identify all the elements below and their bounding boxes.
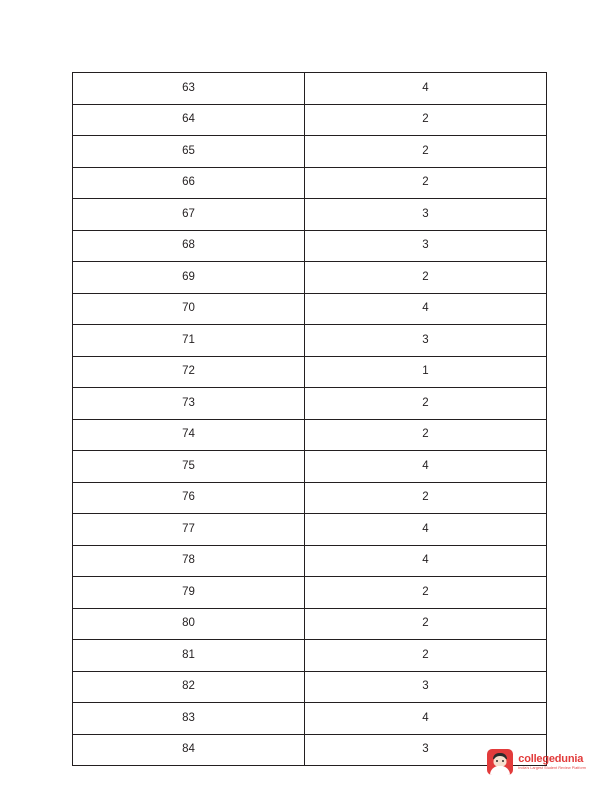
watermark-brand-name: collegedunia [518,752,584,765]
watermark-tagline: India's Largest Student Review Platform [518,765,586,770]
logo-body-shape [490,766,510,775]
question-number-cell: 76 [73,482,305,514]
table-row [73,451,547,483]
question-number-cell: 70 [73,293,305,325]
question-number-cell: 80 [73,608,305,640]
answer-cell: 3 [305,671,547,703]
answer-cell: 4 [305,545,547,577]
answer-cell: 4 [305,73,547,105]
question-number-cell: 79 [73,577,305,609]
answer-cell: 2 [305,262,547,294]
question-number-cell: 63 [73,73,305,105]
answer-cell: 4 [305,703,547,735]
answer-cell: 2 [305,577,547,609]
question-number-cell: 71 [73,325,305,357]
answer-cell: 1 [305,356,547,388]
question-number-cell: 64 [73,104,305,136]
answer-cell: 2 [305,419,547,451]
answer-cell: 3 [305,199,547,231]
table-row [73,734,547,766]
question-number-cell: 75 [73,451,305,483]
table-row [73,545,547,577]
table-row [73,104,547,136]
question-number-cell: 73 [73,388,305,420]
answer-cell: 2 [305,388,547,420]
answer-cell: 2 [305,104,547,136]
table-row [73,230,547,262]
table-row [73,73,547,105]
answer-cell: 3 [305,230,547,262]
table-row [73,167,547,199]
table-row [73,703,547,735]
answer-cell: 2 [305,640,547,672]
question-number-cell: 81 [73,640,305,672]
collegedunia-watermark [487,749,586,775]
table-row [73,293,547,325]
answer-key-table [72,72,547,766]
question-number-cell: 74 [73,419,305,451]
table-row [73,577,547,609]
table-row [73,199,547,231]
table-row [73,608,547,640]
question-number-cell: 66 [73,167,305,199]
table-row [73,356,547,388]
question-number-cell: 84 [73,734,305,766]
question-number-cell: 65 [73,136,305,168]
table-row [73,419,547,451]
table-row [73,262,547,294]
answer-cell: 4 [305,451,547,483]
watermark-text [518,754,586,771]
question-number-cell: 67 [73,199,305,231]
answer-cell: 2 [305,167,547,199]
table-row [73,514,547,546]
table-row [73,136,547,168]
answer-cell: 4 [305,293,547,325]
answer-cell: 2 [305,608,547,640]
question-number-cell: 78 [73,545,305,577]
answer-cell: 3 [305,734,547,766]
table-row [73,640,547,672]
question-number-cell: 72 [73,356,305,388]
answer-cell: 3 [305,325,547,357]
question-number-cell: 69 [73,262,305,294]
answer-cell: 2 [305,136,547,168]
table-row [73,325,547,357]
question-number-cell: 77 [73,514,305,546]
question-number-cell: 68 [73,230,305,262]
question-number-cell: 82 [73,671,305,703]
table-row [73,482,547,514]
collegedunia-logo-icon [487,749,513,775]
table-row [73,671,547,703]
question-number-cell: 83 [73,703,305,735]
answer-cell: 2 [305,482,547,514]
answer-cell: 4 [305,514,547,546]
table-row [73,388,547,420]
answer-key-table-body [73,73,547,766]
